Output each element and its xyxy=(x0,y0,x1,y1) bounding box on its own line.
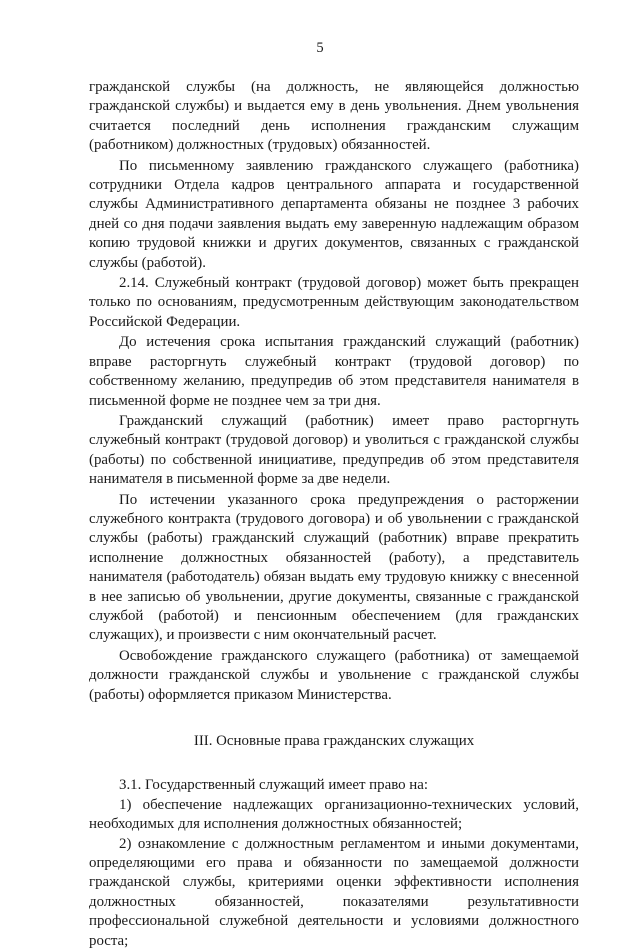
paragraph-continuation: гражданской службы (на должность, не являющейся должностью гражданской службы) и выдается ему в день увольнения. Днем увольнения считается последний день исполнения гражданским служащим (работником) должностных (трудовых) обязанностей. xyxy=(89,79,579,154)
paragraph-written-request: По письменному заявлению гражданского служащего (работника) сотрудники Отдела кадров центрального аппарата и государственной службы Административного департамента обязаны не позднее 3 рабочих дней со дня подачи заявления выдать ему заверенную надлежащим образом копию трудовой книжки и других документов, связанных с гражданской службы (работой). xyxy=(89,157,579,271)
section-heading: III. Основные права гражданских служащих xyxy=(193,733,475,749)
list-item-2: 2) ознакомление с должностным регламентом и иными документами, определяющими его права и обязанности по замещаемой должности гражданской службы, критериями оценки эффективности исполнения должностных обязанностей, показателями результативности профессиональной служебной деятельности и условиями должностного роста; xyxy=(89,835,579,949)
paragraph-probation: До истечения срока испытания гражданский служащий (работник) вправе расторгнуть служебный контракт (трудовой договор) по собственному желанию, предупредив об этом представителя нанимателя в письменной форме не позднее чем за три дня. xyxy=(89,334,579,409)
document-body xyxy=(89,78,579,951)
paragraph-dismissal-order: Освобождение гражданского служащего (работника) от замещаемой должности гражданской службы и увольнение с гражданской службы (работы) оформляется приказом Министерства. xyxy=(89,647,579,703)
paragraph-2-14: 2.14. Служебный контракт (трудовой договор) может быть прекращен только по основаниям, предусмотренным действующим законодательством Российской Федерации. xyxy=(89,275,579,330)
paragraph-own-initiative: Гражданский служащий (работник) имеет право расторгнуть служебный контракт (трудовой договор) и уволиться с гражданской службы (работы) по собственной инициативе, предупредив об этом представителя нанимателя в письменной форме за две недели. xyxy=(89,412,579,488)
paragraph-3-1: 3.1. Государственный служащий имеет право на: xyxy=(119,777,429,794)
paragraph-notice-expiry: По истечении указанного срока предупреждения о расторжении служебного контракта (трудового договора) и об увольнении с гражданской службы (работы) гражданский служащий (работник) вправе прекратить исполнение должностных обязанностей (работу), а представитель нанимателя (работодатель) обязан выдать ему трудовую книжку с внесенной в нее записью об увольнении, другие документы, связанные с гражданской службой (работой) и пенсионным обеспечением (для гражданских служащих), и произвести с ним окончательный расчет. xyxy=(89,491,579,644)
list-item-1: 1) обеспечение надлежащих организационно-технических условий, необходимых для исполнения должностных обязанностей; xyxy=(89,796,579,833)
page-number: 5 xyxy=(316,40,324,56)
